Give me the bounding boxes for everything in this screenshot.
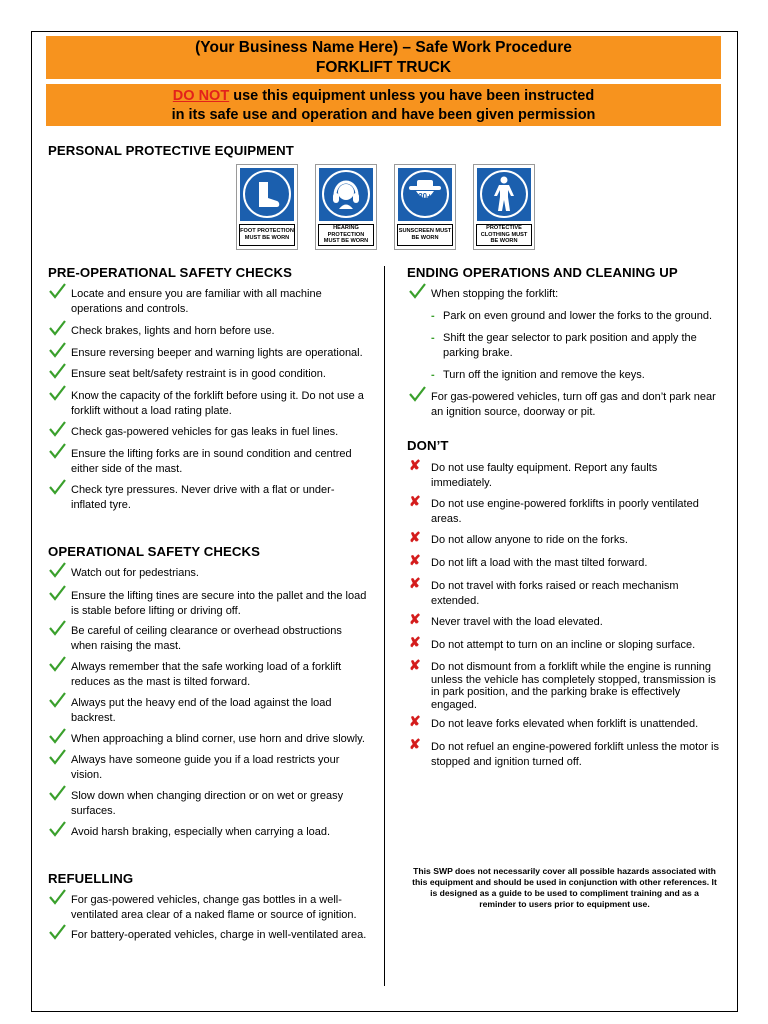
sign-caption: SUNSCREEN MUST BE WORN bbox=[397, 224, 453, 246]
sub-list-item: - Shift the gear selector to park position and apply the parking brake. bbox=[431, 332, 697, 359]
ppe-signs bbox=[236, 164, 535, 250]
list-item: ✘ Do not leave forks elevated when forklift is unattended. bbox=[409, 713, 699, 730]
check-icon bbox=[48, 888, 66, 906]
column-divider bbox=[384, 266, 385, 986]
list-item: Avoid harsh braking, especially when carrying a load. bbox=[48, 825, 368, 840]
list-item: Be careful of ceiling clearance or overhead obstructions when raising the mast. bbox=[48, 624, 368, 654]
ppe-heading: PERSONAL PROTECTIVE EQUIPMENT bbox=[48, 143, 294, 158]
dont-list bbox=[408, 457, 720, 770]
list-item: Check brakes, lights and horn before use. bbox=[48, 324, 368, 339]
cross-icon: ✘ bbox=[409, 457, 421, 473]
boot-icon bbox=[250, 177, 284, 211]
list-item: Check gas-powered vehicles for gas leaks in fuel lines. bbox=[48, 425, 368, 440]
list-item: ✘ Do not refuel an engine-powered forklift unless the motor is stopped and ignition turned off. bbox=[409, 736, 719, 768]
warning-line-1-rest: use this equipment unless you have been instructed bbox=[229, 88, 595, 104]
list-item: Locate and ensure you are familiar with all machine operations and controls. bbox=[48, 287, 368, 317]
refuelling-heading: REFUELLING bbox=[48, 871, 134, 886]
check-icon bbox=[48, 282, 66, 300]
list-item: Slow down when changing direction or on wet or greasy surfaces. bbox=[48, 789, 368, 819]
check-icon bbox=[48, 442, 66, 460]
list-item: Always have someone guide you if a load restricts your vision. bbox=[48, 753, 368, 783]
check-icon bbox=[48, 784, 66, 802]
cross-icon: ✘ bbox=[409, 634, 421, 650]
ending-list bbox=[408, 287, 718, 420]
list-item: ✘ Never travel with the load elevated. bbox=[409, 611, 603, 628]
title-line-1: (Your Business Name Here) – Safe Work Procedure bbox=[195, 39, 572, 56]
hearing-protection-sign bbox=[315, 164, 377, 250]
overalls-icon bbox=[487, 176, 521, 212]
list-item: Ensure reversing beeper and warning lights are operational. bbox=[48, 346, 368, 361]
do-not-text: DO NOT bbox=[172, 88, 230, 104]
list-item: ✘ Do not use engine-powered forklifts in poorly ventilated areas. bbox=[409, 493, 699, 525]
list-item: Ensure the lifting tines are secure into the pallet and the load is stable before lifting or driving off. bbox=[48, 589, 368, 619]
check-icon bbox=[48, 584, 66, 602]
sign-caption: PROTECTIVE CLOTHING MUST BE WORN bbox=[476, 224, 532, 246]
refuelling-list bbox=[48, 893, 368, 943]
list-item: When stopping the forklift: - Park on even ground and lower the forks to the ground. - Shift the gear selector to park position and apply the parking brake. - Turn off the ignition and remove the keys. bbox=[408, 287, 718, 383]
sign-caption: HEARING PROTECTION MUST BE WORN bbox=[318, 224, 374, 246]
title-banner bbox=[46, 36, 721, 79]
title-line-2: FORKLIFT TRUCK bbox=[315, 59, 452, 76]
check-icon bbox=[48, 820, 66, 838]
list-item: ✘ Do not travel with forks raised or reach mechanism extended. bbox=[409, 575, 679, 607]
check-icon bbox=[408, 385, 426, 403]
list-item: Watch out for pedestrians. bbox=[48, 566, 368, 581]
warning-banner bbox=[46, 84, 721, 126]
list-item: ✘ Do not lift a load with the mast tilted forward. bbox=[409, 552, 648, 569]
operational-heading: OPERATIONAL SAFETY CHECKS bbox=[48, 544, 261, 559]
spf-badge: 30+ bbox=[418, 192, 432, 202]
protective-clothing-sign bbox=[473, 164, 535, 250]
sunscreen-sign bbox=[394, 164, 456, 250]
check-icon bbox=[48, 691, 66, 709]
list-item: Ensure the lifting forks are in sound condition and centred either side of the mast. bbox=[48, 447, 368, 477]
warning-line-2: in its safe use and operation and have been given permission bbox=[171, 107, 596, 123]
check-icon bbox=[48, 748, 66, 766]
cross-icon: ✘ bbox=[409, 657, 421, 673]
check-icon bbox=[48, 619, 66, 637]
disclaimer-note: This SWP does not necessarily cover all possible hazards associated with this equipment and should be used in conjunction with other references. It is designed as a guide to be used to compliment training and as a reminder to users prior to equipment use. bbox=[412, 866, 717, 909]
sign-caption: FOOT PROTECTION MUST BE WORN bbox=[239, 224, 295, 246]
list-item: Know the capacity of the forklift before using it. Do not use a forklift without a load rating plate. bbox=[48, 389, 368, 419]
cross-icon: ✘ bbox=[409, 611, 421, 627]
list-item: Always put the heavy end of the load against the load backrest. bbox=[48, 696, 368, 726]
list-item: Ensure seat belt/safety restraint is in good condition. bbox=[48, 367, 368, 382]
cross-icon: ✘ bbox=[409, 575, 421, 591]
list-item: ✘ Do not dismount from a forklift while the engine is running unless the vehicle has completely stopped, transmission is in park position, and the parking brake is effectively engaged. bbox=[409, 657, 716, 711]
list-item: ✘ Do not use faulty equipment. Report any faults immediately. bbox=[409, 457, 658, 489]
list-item: When approaching a blind corner, use horn and drive slowly. bbox=[48, 732, 368, 747]
check-icon bbox=[408, 282, 426, 300]
ear-muffs-icon bbox=[329, 177, 363, 211]
check-icon bbox=[48, 319, 66, 337]
check-icon bbox=[48, 923, 66, 941]
cross-icon: ✘ bbox=[409, 529, 421, 545]
sub-list-item: - Turn off the ignition and remove the keys. bbox=[431, 369, 645, 381]
dash-bullet: - bbox=[431, 310, 435, 322]
check-icon bbox=[48, 727, 66, 745]
list-item: Check tyre pressures. Never drive with a flat or under-inflated tyre. bbox=[48, 483, 368, 513]
dash-bullet: - bbox=[431, 369, 435, 381]
dont-heading: DON’T bbox=[407, 438, 449, 453]
warning-line-1 bbox=[46, 87, 721, 106]
check-icon bbox=[48, 341, 66, 359]
cross-icon: ✘ bbox=[409, 552, 421, 568]
operational-list bbox=[48, 566, 368, 840]
stopping-steps bbox=[431, 309, 718, 383]
list-item: For gas-powered vehicles, change gas bottles in a well-ventilated area clear of a naked flame or source of ignition. bbox=[48, 893, 368, 923]
dash-bullet: - bbox=[431, 332, 435, 344]
list-item: ✘ Do not allow anyone to ride on the forks. bbox=[409, 529, 628, 546]
sub-list-item: - Park on even ground and lower the forks to the ground. bbox=[431, 310, 713, 322]
pre-operational-heading: PRE-OPERATIONAL SAFETY CHECKS bbox=[48, 265, 292, 280]
list-item: Always remember that the safe working load of a forklift reduces as the mast is tilted forward. bbox=[48, 660, 368, 690]
check-icon bbox=[48, 362, 66, 380]
ending-heading: ENDING OPERATIONS AND CLEANING UP bbox=[407, 265, 678, 280]
cross-icon: ✘ bbox=[409, 736, 421, 752]
check-icon bbox=[48, 384, 66, 402]
list-item: For gas-powered vehicles, turn off gas and don’t park near an ignition source, doorway or pit. bbox=[408, 390, 718, 420]
check-icon bbox=[48, 655, 66, 673]
cross-icon: ✘ bbox=[409, 713, 421, 729]
pre-operational-list bbox=[48, 287, 368, 513]
foot-protection-sign bbox=[236, 164, 298, 250]
list-item: ✘ Do not attempt to turn on an incline or sloping surface. bbox=[409, 634, 696, 651]
sun-hat-icon bbox=[406, 177, 444, 211]
list-item: For battery-operated vehicles, charge in well-ventilated area. bbox=[48, 928, 368, 943]
cross-icon: ✘ bbox=[409, 493, 421, 509]
check-icon bbox=[48, 561, 66, 579]
check-icon bbox=[48, 478, 66, 496]
check-icon bbox=[48, 420, 66, 438]
